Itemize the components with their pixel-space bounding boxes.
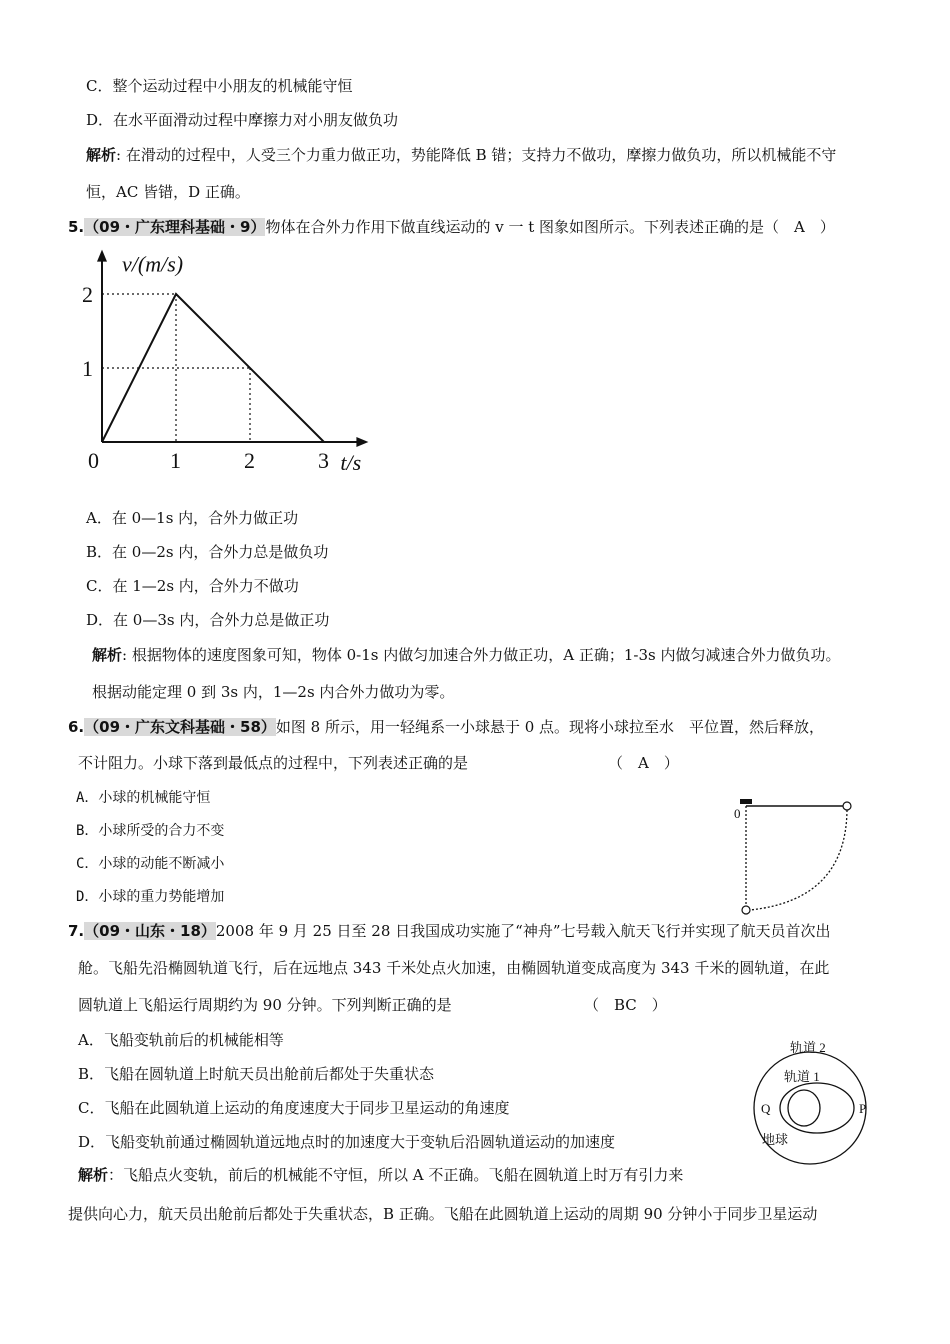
x-tick-label-3: 3	[318, 448, 329, 473]
q7-option-d: D．飞船变轨前通过椭圆轨道远地点时的加速度大于变轨后沿圆轨道运动的加速度	[78, 1133, 616, 1151]
orbit2-label: 轨道 2	[790, 1040, 826, 1055]
analysis-text: : 在滑动的过程中，人受三个力重力做正功，势能降低 B 错；支持力不做功，摩擦力做负功，所以机械能不守	[116, 146, 837, 164]
question-text: 2008 年 9 月 25 日至 28 日我国成功实施了“神舟”七号载入航天飞行并实现了航天员首次出	[215, 922, 831, 940]
ceiling-mount	[740, 799, 752, 804]
analysis-text: : 根据物体的速度图象可知，物体 0-1s 内做匀加速合外力做正功，A 正确；1-3s 内做匀减速合外力做负功。	[122, 646, 841, 664]
q5-option-c: C．在 1—2s 内，合外力不做功	[86, 577, 299, 595]
x-tick-label-2: 2	[244, 448, 255, 473]
x-tick-label-0: 0	[88, 448, 99, 473]
question-text: 如图 8 所示，用一轻绳系一小球悬于 0 点。现将小球拉至水 平位置，然后释放，	[275, 718, 825, 736]
question-source: （09・广东文科基础・58）	[84, 718, 276, 736]
q6-option-d: D．小球的重力势能增加	[76, 889, 225, 905]
q4-analysis-line2: 恒，AC 皆错，D 正确。	[86, 183, 250, 201]
q4-option-c: C．整个运动过程中小朋友的机械能守恒	[86, 77, 353, 95]
q6-stem-line2: 不计阻力。小球下落到最低点的过程中，下列表述正确的是	[78, 754, 469, 772]
x-tick-label-1: 1	[170, 448, 181, 473]
y-axis-arrow	[97, 250, 107, 262]
question-source: （09・山东・18）	[84, 922, 216, 940]
q7-stem-line2: 舱。飞船先沿椭圆轨道飞行，后在远地点 343 千米处点火加速，由椭圆轨道变成高度为 343 千米的圆轨道，在此	[78, 959, 830, 977]
y-axis-label: v/(m/s)	[122, 251, 184, 277]
q4-analysis-line1	[86, 145, 836, 165]
q4-option-d: D．在水平面滑动过程中摩擦力对小朋友做负功	[86, 111, 399, 129]
q5-analysis-line1	[92, 645, 840, 665]
question-text: 物体在合外力作用下做直线运动的 v 一 t 图象如图所示。下列表述正确的是（ A ）	[265, 218, 835, 236]
point-q-label: Q	[761, 1101, 771, 1116]
x-axis-arrow	[356, 437, 368, 447]
pivot-label: 0	[734, 806, 741, 821]
q7-option-b: B．飞船在圆轨道上时航天员出舱前后都处于失重状态	[78, 1065, 435, 1083]
q5-option-d: D．在 0—3s 内，合外力总是做正功	[86, 611, 330, 629]
earth-label: 地球	[762, 1132, 789, 1147]
q5-stem	[68, 217, 835, 237]
q7-analysis-line1	[78, 1165, 683, 1185]
orbit1-ellipse	[780, 1083, 854, 1133]
q7-analysis-line2: 提供向心力，航天员出舱前后都处于失重状态，B 正确。飞船在此圆轨道上运动的周期 90 分钟小于同步卫星运动	[68, 1205, 818, 1223]
question-number: 5.	[68, 218, 85, 236]
q7-option-a: A．飞船变轨前后的机械能相等	[78, 1031, 284, 1049]
orbit-figure	[740, 1036, 880, 1166]
analysis-label: 解析	[86, 146, 117, 164]
earth-circle	[788, 1090, 820, 1126]
q6-stem-line1	[68, 717, 824, 737]
x-axis-label: t/s	[340, 450, 362, 475]
pendulum-figure	[728, 794, 858, 919]
y-tick-label-1: 1	[82, 356, 93, 381]
q6-option-b: B．小球所受的合力不变	[76, 823, 225, 839]
point-p-label: P	[859, 1101, 867, 1116]
q7-stem-line1	[68, 921, 831, 941]
ball-start	[843, 802, 851, 810]
analysis-label: 解析	[92, 646, 123, 664]
q7-answer: （ BC ）	[584, 996, 667, 1014]
q7-stem-line3: 圆轨道上飞船运行周期约为 90 分钟。下列判断正确的是	[78, 996, 452, 1014]
swing-arc	[750, 810, 847, 910]
analysis-label: 解析	[78, 1166, 109, 1184]
q6-option-a: A．小球的机械能守恒	[76, 790, 211, 806]
q5-option-a: A．在 0—1s 内，合外力做正功	[86, 509, 299, 527]
q7-option-c: C．飞船在此圆轨道上运动的角度速度大于同步卫星运动的角速度	[78, 1099, 510, 1117]
vt-graph	[78, 246, 398, 486]
y-tick-label-2: 2	[82, 282, 93, 307]
q6-option-c: C．小球的动能不断减小	[76, 856, 225, 872]
question-number: 7.	[68, 922, 85, 940]
question-number: 6.	[68, 718, 85, 736]
ball-lowest	[742, 906, 750, 914]
question-source: （09・广东理科基础・9）	[84, 218, 266, 236]
analysis-text: ：飞船点火变轨，前后的机械能不守恒，所以 A 不正确。飞船在圆轨道上时万有引力来	[108, 1166, 684, 1184]
orbit1-label: 轨道 1	[784, 1069, 820, 1084]
q5-option-b: B．在 0—2s 内，合外力总是做负功	[86, 543, 329, 561]
q5-analysis-line2: 根据动能定理 0 到 3s 内，1—2s 内合外力做功为零。	[92, 683, 455, 701]
q6-answer: （ A ）	[608, 754, 679, 772]
